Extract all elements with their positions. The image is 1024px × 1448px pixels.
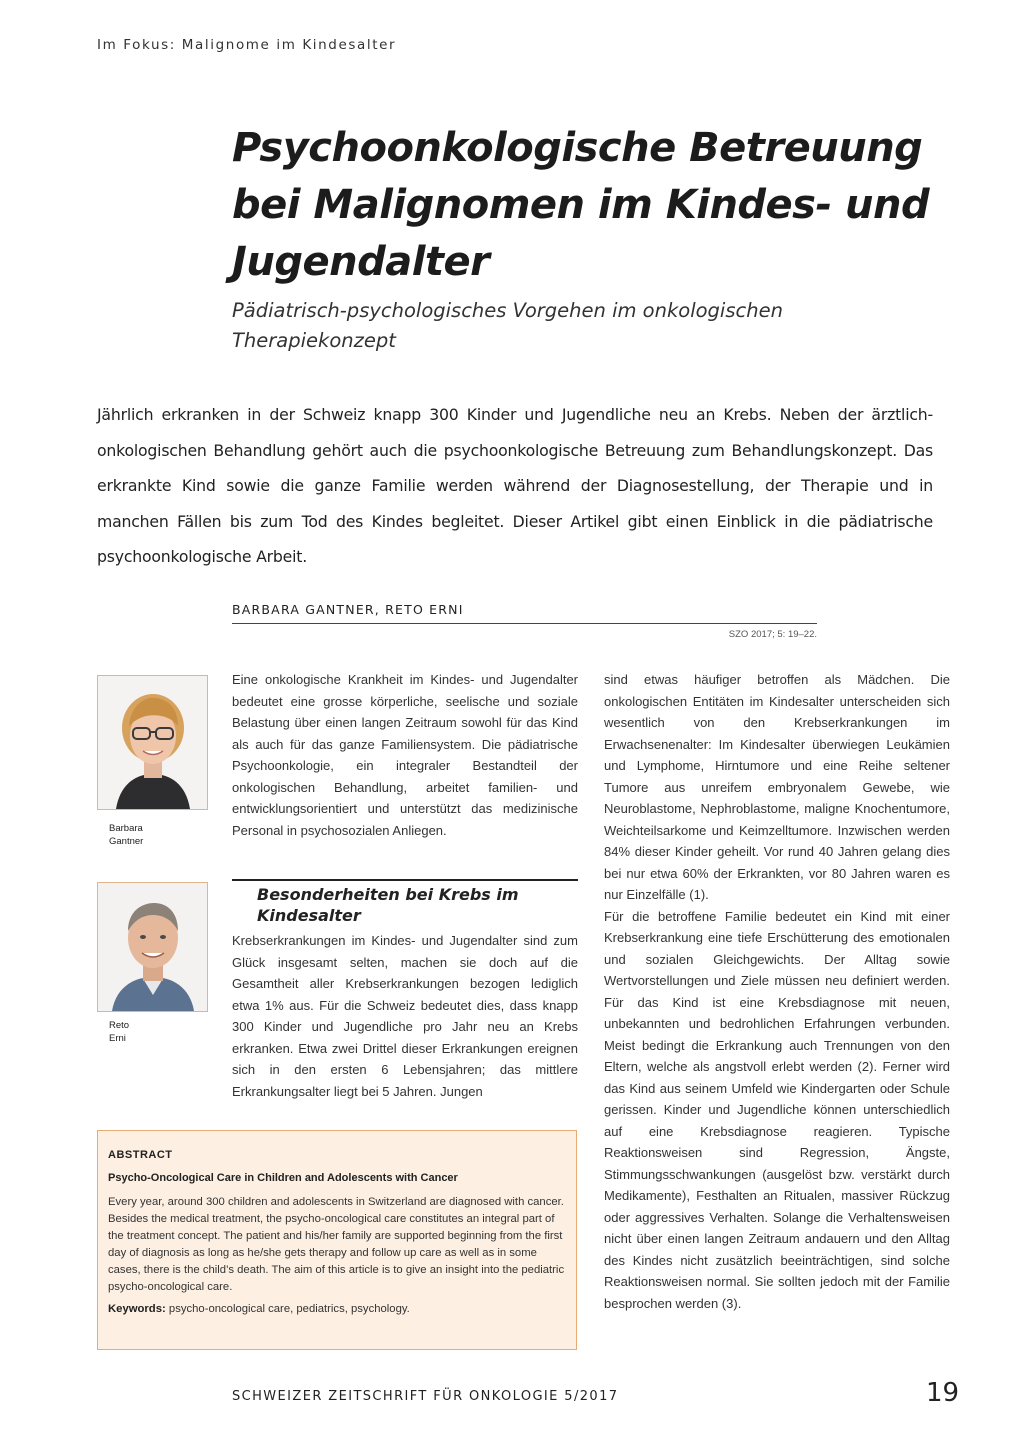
page-number: 19 [926, 1378, 960, 1408]
author-photo-gantner [97, 675, 208, 855]
keywords-label: Keywords: [108, 1303, 166, 1315]
photo-caption-first: Barbara [109, 823, 143, 834]
journal-footer: SCHWEIZER ZEITSCHRIFT FÜR ONKOLOGIE 5/2017 [232, 1389, 619, 1404]
photo-caption-last: Gantner [109, 836, 144, 847]
section-divider [232, 879, 578, 881]
body-paragraph: sind etwas häufiger betroffen als Mädchen. Die onkologischen Entitäten im Kindesalter unterscheiden sich wesentlich von den Krebserkrankungen im Erwachsenenalter: Im Kindesalter überwiegen Leukämien und Lymphome, Hirntumore und eine Reihe seltener Tumore aus unreifem embryonalem Gewebe, wie Neuroblastome, Nephroblastome, maligne Knochentumore, Weichteilsarkome und Keimzelltumore. Inzwischen werden 84% dieser Kinder geheilt. Vor rund 40 Jahren gelang dies bei nur etwa 60% der Erkrankten, vor 80 Jahren waren es nur Einzelfälle (1). [604, 672, 950, 902]
portrait-man-icon [98, 883, 207, 1011]
authors-divider [232, 623, 817, 624]
article-subtitle: Pädiatrisch-psychologisches Vorgehen im onkologischen Therapiekonzept [232, 299, 783, 352]
keywords-value: psycho-oncological care, pediatrics, psychology. [168, 1303, 410, 1315]
section-heading: Besonderheiten bei Krebs im Kindesalter [257, 885, 519, 925]
abstract-text: Every year, around 300 children and adolescents in Switzerland are diagnosed with cancer. Besides the medical treatment, the psycho-oncological care constitutes an integral part of the treatment concept. The patient and his/her family are supported beginning from the first day of diagnosis as long as he/she gets therapy and follow up care as well as in some cases, there is the child’s death. The aim of this article is to give an insight into the pediatric psycho-oncological care. [108, 1196, 565, 1293]
body-column-middle-bottom [232, 930, 578, 1102]
authors-line: BARBARA GANTNER, RETO ERNI [232, 602, 464, 617]
author-photo-erni [97, 882, 208, 1062]
citation: SZO 2017; 5: 19–22. [728, 629, 817, 640]
photo-caption-first: Reto [109, 1020, 130, 1031]
lead-paragraph: Jährlich erkranken in der Schweiz knapp 300 Kinder und Jugendliche neu an Krebs. Neben der ärztlich-onkologischen Behandlung gehört auch die psychoonkologische Betreuung zum Behandlungskonzept. Das erkrankte Kind sowie die ganze Familie werden während der Diagnosestellung, der Therapie und in manchen Fällen bis zum Tod des Kindes begleitet. Dieser Artikel gibt einen Einblick in die pädiatrische psychoonkologische Arbeit. [97, 405, 933, 566]
body-paragraph: Eine onkologische Krankheit im Kindes- und Jugendalter bedeutet eine grosse körperliche, seelische und soziale Belastung über einen langen Zeitraum sowohl für das Kind als auch für das ganze Familiensystem. Die pädiatrische Psychoonkologie, ein integraler Bestandteil der onkologischen Behandlung, arbeitet familien- und entwicklungsorientiert und unterstützt das medizinische Personal in psychosozialen Anliegen. [232, 672, 578, 838]
running-head: Im Fokus: Malignome im Kindesalter [97, 37, 397, 53]
body-column-right [604, 669, 950, 1314]
portrait-woman-icon [98, 676, 207, 809]
body-column-middle-top [232, 669, 578, 841]
abstract-title: Psycho-Oncological Care in Children and Adolescents with Cancer [108, 1172, 458, 1184]
body-paragraph: Krebserkrankungen im Kindes- und Jugendalter sind zum Glück insgesamt selten, machen sie doch auf die Gesamtheit aller Krebserkrankungen bezogen lediglich etwa 1% aus. Für die Schweiz bedeutet dies, dass knapp 300 Kinder und Jugendliche pro Jahr neu an Krebs erkranken. Etwa zwei Drittel dieser Erkrankungen ereignen sich in den ersten 6 Lebensjahren; das mittlere Erkrankungsalter liegt bei 5 Jahren. Jungen [232, 933, 578, 1099]
photo-caption-last: Erni [109, 1033, 126, 1044]
abstract-heading: ABSTRACT [108, 1149, 173, 1161]
abstract-box [97, 1130, 577, 1350]
abstract-keywords [108, 1301, 566, 1318]
body-paragraph: Für die betroffene Familie bedeutet ein Kind mit einer Krebserkrankung eine tiefe Erschütterung des emotionalen und sozialen Gleichgewichts. Der Alltag sowie Wertvorstellungen und Ziele müssen neu definiert werden. Für das Kind ist eine Krebsdiagnose mit neuen, unbekannten und bedrohlichen Erfahrungen verbunden. Meist bedingt die Erkrankung auch Trennungen von den Eltern, welche als angstvoll erlebt werden (2). Ferner wird das Kind aus seinem Umfeld wie Kindergarten oder Schule gerissen. Kinder und Jugendliche können unterschiedlich auf eine Krebsdiagnose reagieren. Typische Reaktionsweisen sind Regression, Ängste, Stimmungsschwankungen (ausgelöst bzw. verstärkt durch Medikamente), Festhalten an Ritualen, massiver Rückzug oder aggressives Verhalten. Solange die Verhaltensweisen nicht über einen langen Zeitraum andauern und den Alltag des Kindes nicht zusätzlich beeinträchtigen, sind solche Reaktionsweisen normal. Sie sollten jedoch mit der Familie besprochen werden (3). [604, 908, 950, 1311]
article-title: Psychoonkologische Betreuung bei Malignomen im Kindes- und Jugendalter [232, 125, 930, 285]
